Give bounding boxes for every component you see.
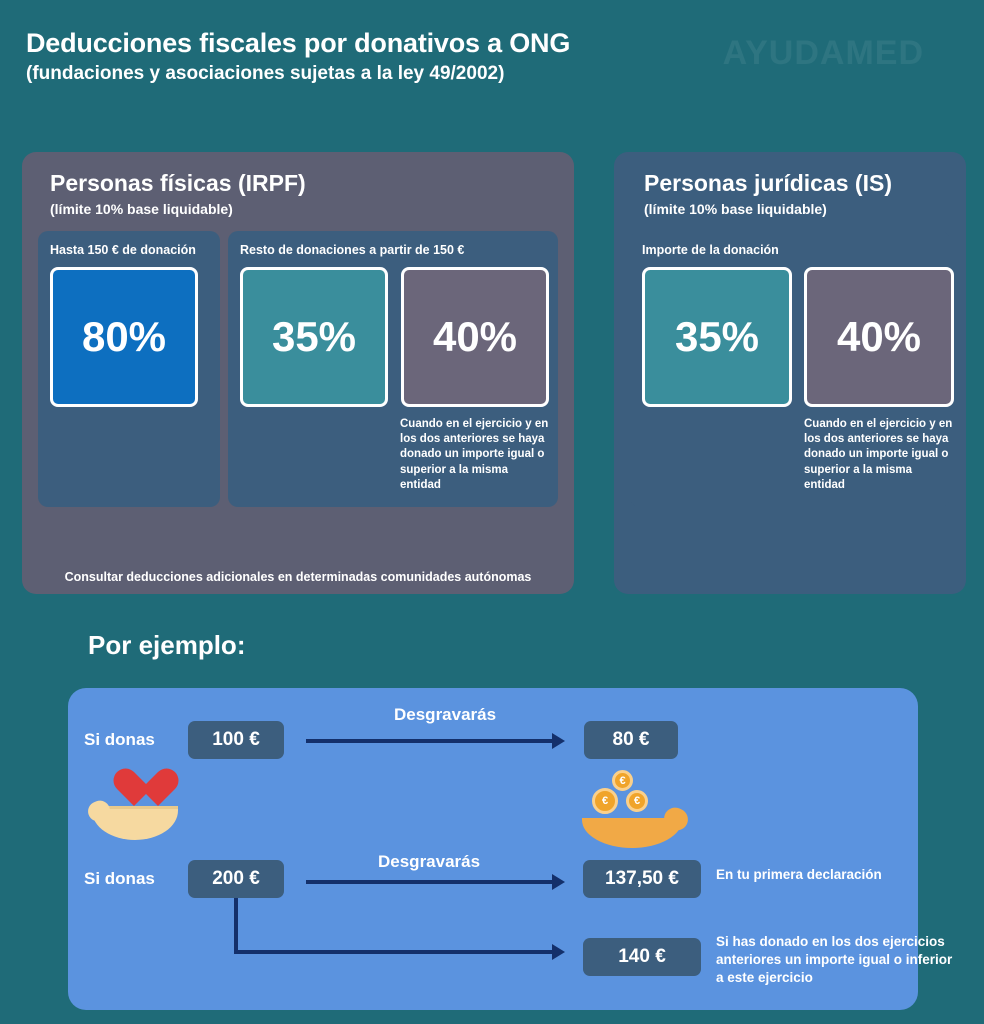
box-importe-label: Importe de la donación (642, 243, 779, 257)
panel-personas-fisicas (22, 152, 574, 594)
page-title: Deducciones fiscales por donativos a ONG (26, 28, 571, 58)
box-resto-donaciones (228, 231, 558, 507)
loyalty-note-irpf: Cuando en el ejercicio y en los dos anteriores se haya donado un importe igual o superior a la misma entidad (400, 418, 549, 491)
amount-donation-1: 100 € (188, 721, 284, 759)
percent-card-40-is: 40% (804, 267, 954, 407)
coin-icon-2: € (592, 788, 618, 814)
panel-subtitle-individuals: (límite 10% base liquidable) (50, 201, 233, 217)
amount-deduction-2: 137,50 € (583, 860, 701, 898)
arrow-3 (234, 950, 554, 954)
note-primera-declaracion: En tu primera declaración (716, 867, 882, 882)
footnote-comunidades: Consultar deducciones adicionales en determinadas comunidades autónomas (64, 570, 532, 584)
percent-card-80: 80% (50, 267, 198, 407)
heart-in-hand-icon (92, 770, 182, 850)
amount-deduction-1: 80 € (584, 721, 678, 759)
heart-icon (114, 770, 158, 810)
loyalty-note-is: Cuando en el ejercicio y en los dos anteriores se haya donado un importe igual o superior a la misma entidad (804, 418, 953, 491)
box-importe-donacion (630, 231, 953, 507)
coin-icon-1: € (612, 770, 633, 791)
note-dos-ejercicios: Si has donado en los dos ejercicios anteriores un importe igual o inferior a este ejercicio (716, 934, 953, 985)
percent-card-35-is: 35% (642, 267, 792, 407)
label-si-donas-2: Si donas (84, 869, 155, 888)
amount-donation-2: 200 € (188, 860, 284, 898)
box-resto-label: Resto de donaciones a partir de 150 € (240, 243, 465, 257)
label-si-donas-1: Si donas (84, 730, 155, 749)
arrow-2 (306, 880, 554, 884)
open-hand-icon (582, 818, 682, 848)
panel-title-companies: Personas jurídicas (IS) (644, 170, 892, 196)
percent-card-40-irpf: 40% (401, 267, 549, 407)
panel-personas-juridicas (614, 152, 966, 594)
coin-icon-3: € (626, 790, 648, 812)
label-desgravaras-1: Desgravarás (394, 705, 497, 724)
panel-subtitle-companies: (límite 10% base liquidable) (644, 201, 827, 217)
elbow-connector (234, 898, 238, 954)
box-hasta-150-label: Hasta 150 € de donación (50, 243, 196, 257)
hand-icon (92, 806, 178, 840)
coins-in-hand-icon (582, 770, 692, 850)
example-title: Por ejemplo: (88, 630, 246, 660)
individuals-boxes (38, 231, 558, 507)
panel-title-individuals: Personas físicas (IRPF) (50, 170, 306, 196)
label-desgravaras-2: Desgravarás (378, 852, 481, 871)
percent-card-35-irpf: 35% (240, 267, 388, 407)
arrow-1 (306, 739, 554, 743)
panels-row (22, 152, 966, 594)
watermark-logo: AYUDAMED (722, 34, 924, 72)
header (26, 28, 570, 85)
box-hasta-150 (38, 231, 220, 507)
page-subtitle: (fundaciones y asociaciones sujetas a la ley 49/2002) (26, 63, 505, 84)
amount-deduction-3: 140 € (583, 938, 701, 976)
